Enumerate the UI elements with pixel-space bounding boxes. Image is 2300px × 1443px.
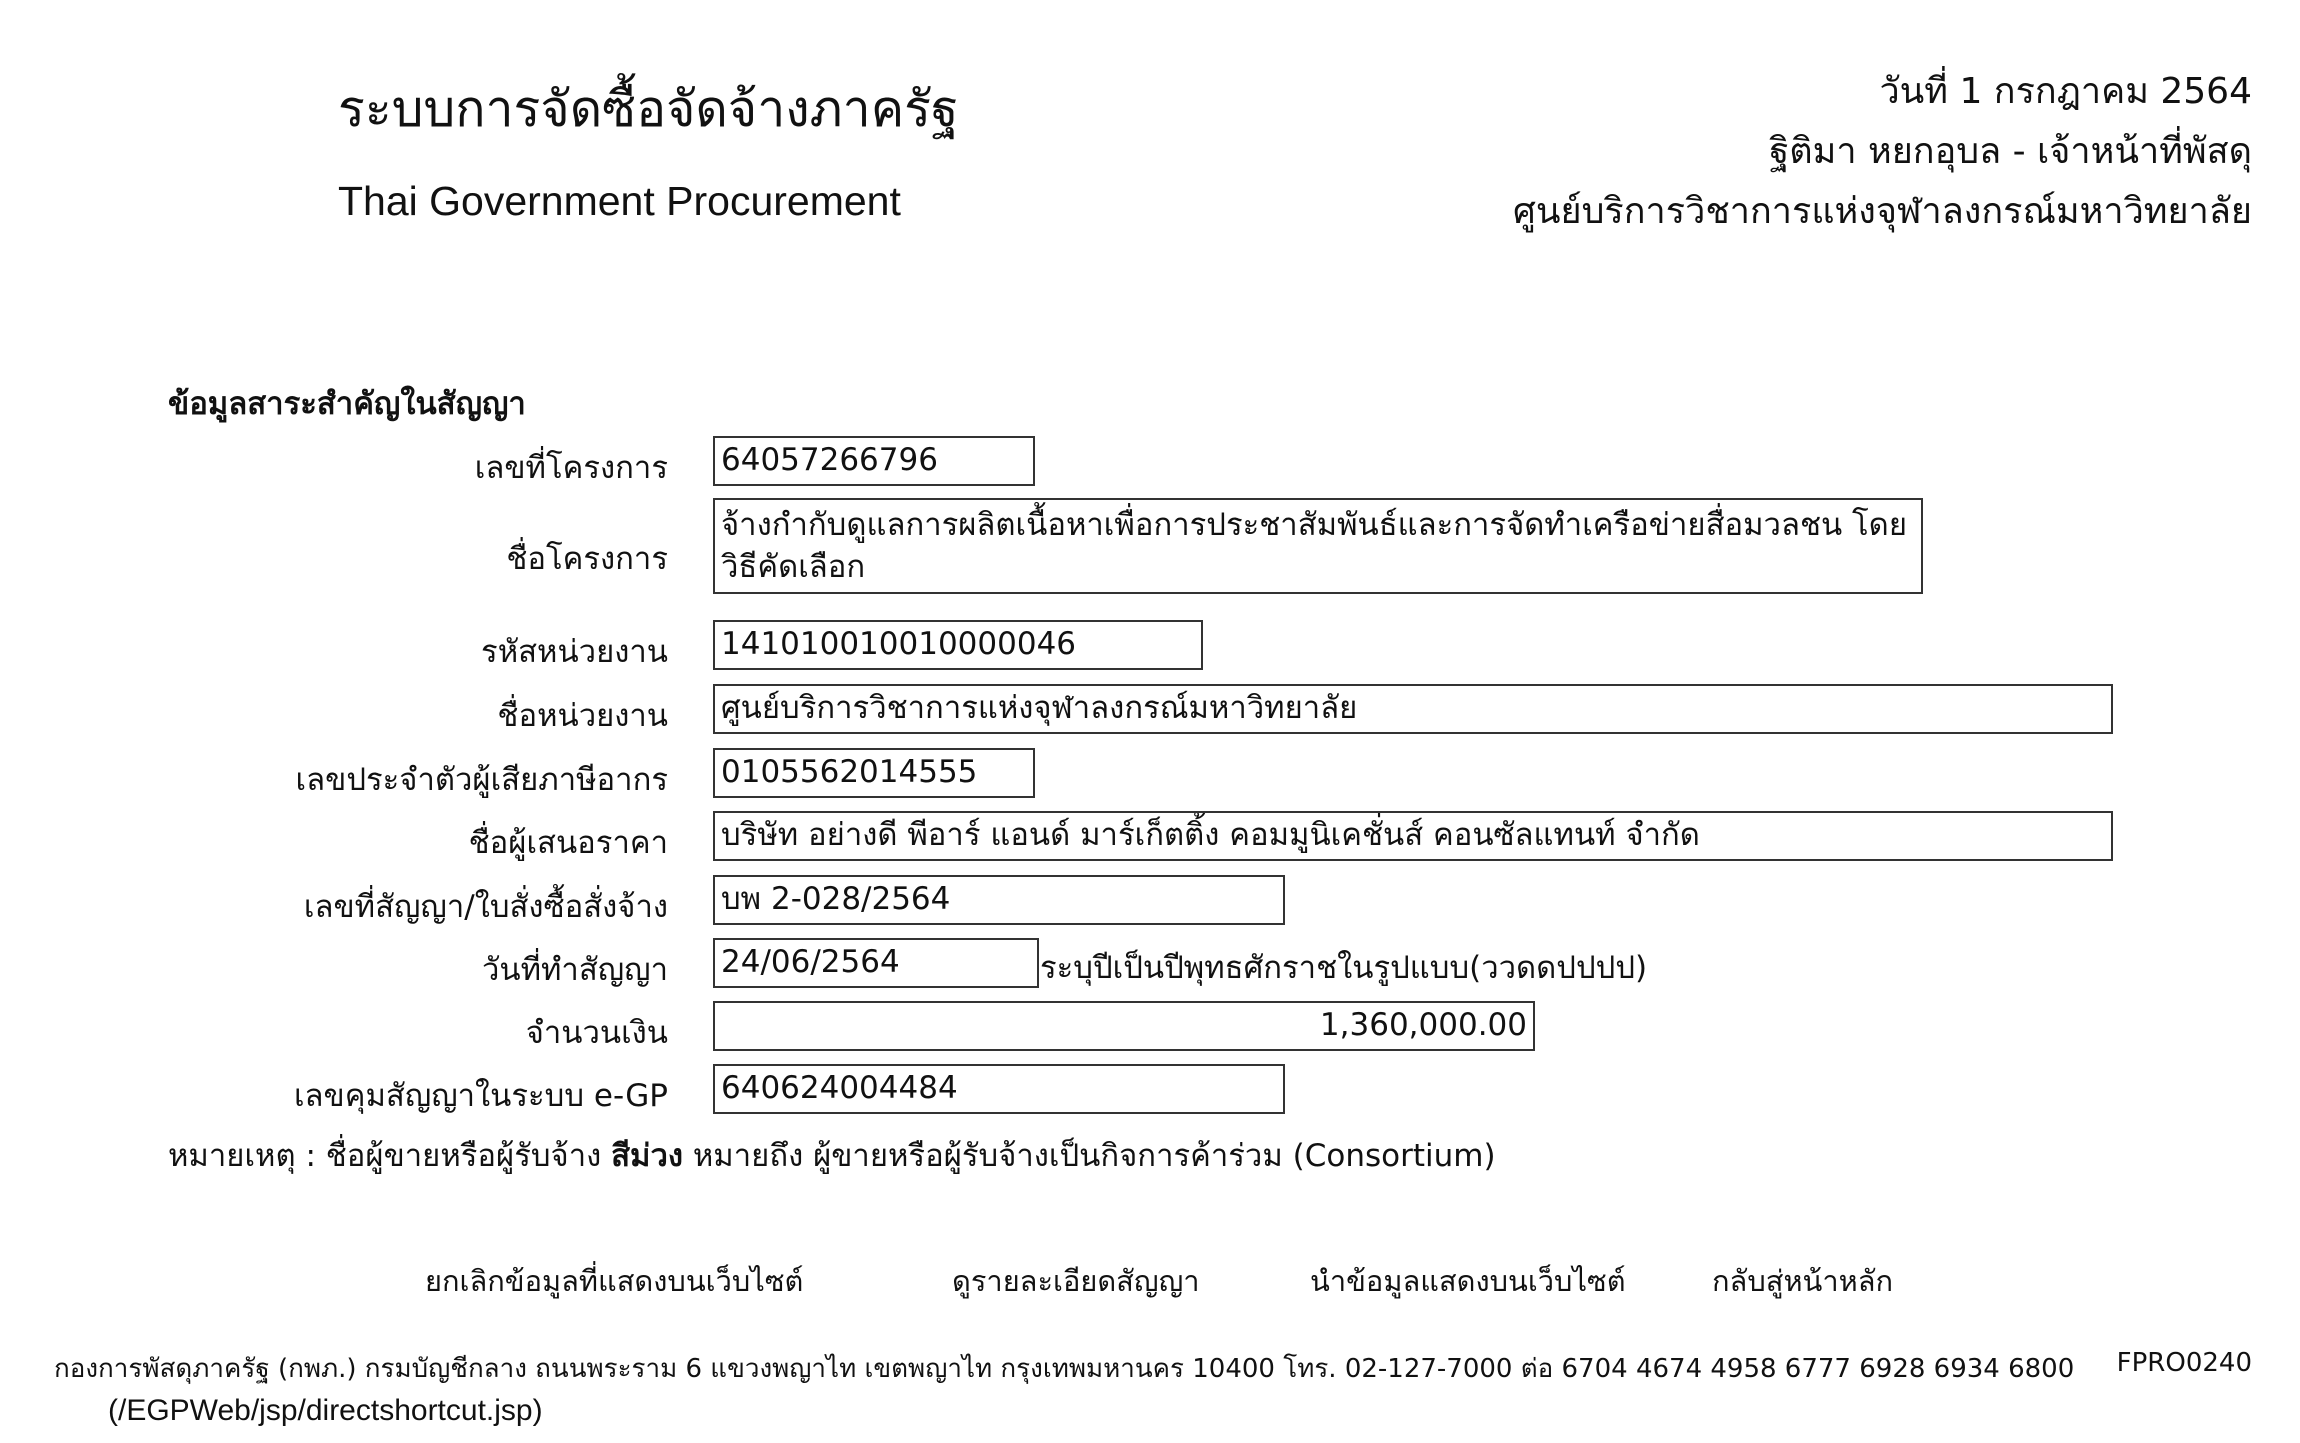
view-contract-details-link[interactable]: ดูรายละเอียดสัญญา xyxy=(952,1264,1200,1298)
agency-name-field[interactable]: ศูนย์บริการวิชาการแห่งจุฬาลงกรณ์มหาวิทยาลัย xyxy=(713,684,2113,734)
project-name-label: ชื่อโครงการ xyxy=(506,541,668,577)
tax-id-field[interactable]: 0105562014555 xyxy=(713,748,1035,798)
agency-code-label: รหัสหน่วยงาน xyxy=(481,634,668,670)
contract-date-field[interactable]: 24/06/2564 xyxy=(713,938,1039,988)
note-prefix: หมายเหตุ : ชื่อผู้ขายหรือผู้รับจ้าง xyxy=(168,1138,602,1174)
page-title-english: Thai Government Procurement xyxy=(338,178,901,224)
project-name-field[interactable]: จ้างกำกับดูแลการผลิตเนื้อหาเพื่อการประชาสัมพันธ์และการจัดทำเครือข่ายสื่อมวลชน โดยวิธีคัดเลือก xyxy=(713,498,1923,594)
user-organization: ศูนย์บริการวิชาการแห่งจุฬาลงกรณ์มหาวิทยาลัย xyxy=(1513,191,2252,232)
project-number-field[interactable]: 64057266796 xyxy=(713,436,1035,486)
note-purple-highlight: สีม่วง xyxy=(611,1138,684,1174)
section-title: ข้อมูลสาระสำคัญในสัญญา xyxy=(168,386,526,422)
page-url: (/EGPWeb/jsp/directshortcut.jsp) xyxy=(108,1394,543,1427)
amount-field[interactable]: 1,360,000.00 xyxy=(713,1001,1535,1051)
current-date: วันที่ 1 กรกฎาคม 2564 xyxy=(1879,71,2252,112)
contract-number-label: เลขที่สัญญา/ใบสั่งซื้อสั่งจ้าง xyxy=(303,889,668,925)
footer-address: กองการพัสดุภาครัฐ (กพภ.) กรมบัญชีกลาง ถนนพระราม 6 แขวงพญาไท เขตพญาไท กรุงเทพมหานคร 10400 โทร. 02-127-7000 ต่อ 6704 4674 4958 6777 6928 6934 6800 xyxy=(54,1354,2075,1384)
bidder-name-field[interactable]: บริษัท อย่างดี พีอาร์ แอนด์ มาร์เก็ตติ้ง คอมมูนิเคชั่นส์ คอนซัลแทนท์ จำกัด xyxy=(713,811,2113,861)
contract-number-field[interactable]: บพ 2-028/2564 xyxy=(713,875,1285,925)
project-number-label: เลขที่โครงการ xyxy=(474,450,668,486)
user-name-role: ฐิติมา หยกอุบล - เจ้าหน้าที่พัสดุ xyxy=(1769,131,2252,172)
agency-name-label: ชื่อหน่วยงาน xyxy=(497,698,668,734)
amount-label: จำนวนเงิน xyxy=(525,1015,668,1051)
egp-contract-number-field[interactable]: 640624004484 xyxy=(713,1064,1285,1114)
egp-contract-number-label: เลขคุมสัญญาในระบบ e-GP xyxy=(293,1078,668,1114)
back-to-home-link[interactable]: กลับสู่หน้าหลัก xyxy=(1712,1264,1894,1298)
page-code: FPRO0240 xyxy=(2116,1348,2252,1378)
agency-code-field[interactable]: 141010010010000046 xyxy=(713,620,1203,670)
contract-date-hint: ระบุปีเป็นปีพุทธศักราชในรูปแบบ(ววดดปปปป) xyxy=(1040,950,1648,986)
tax-id-label: เลขประจำตัวผู้เสียภาษีอากร xyxy=(295,762,668,798)
consortium-note xyxy=(168,1130,1496,1180)
cancel-publish-link[interactable]: ยกเลิกข้อมูลที่แสดงบนเว็บไซต์ xyxy=(425,1264,804,1298)
contract-date-label: วันที่ทำสัญญา xyxy=(481,952,668,988)
page-title-thai: ระบบการจัดซื้อจัดจ้างภาครัฐ xyxy=(338,80,959,138)
bidder-name-label: ชื่อผู้เสนอราคา xyxy=(468,825,668,861)
note-suffix: หมายถึง ผู้ขายหรือผู้รับจ้างเป็นกิจการค้าร่วม (Consortium) xyxy=(692,1138,1496,1174)
publish-on-website-link[interactable]: นำข้อมูลแสดงบนเว็บไซต์ xyxy=(1310,1264,1626,1298)
